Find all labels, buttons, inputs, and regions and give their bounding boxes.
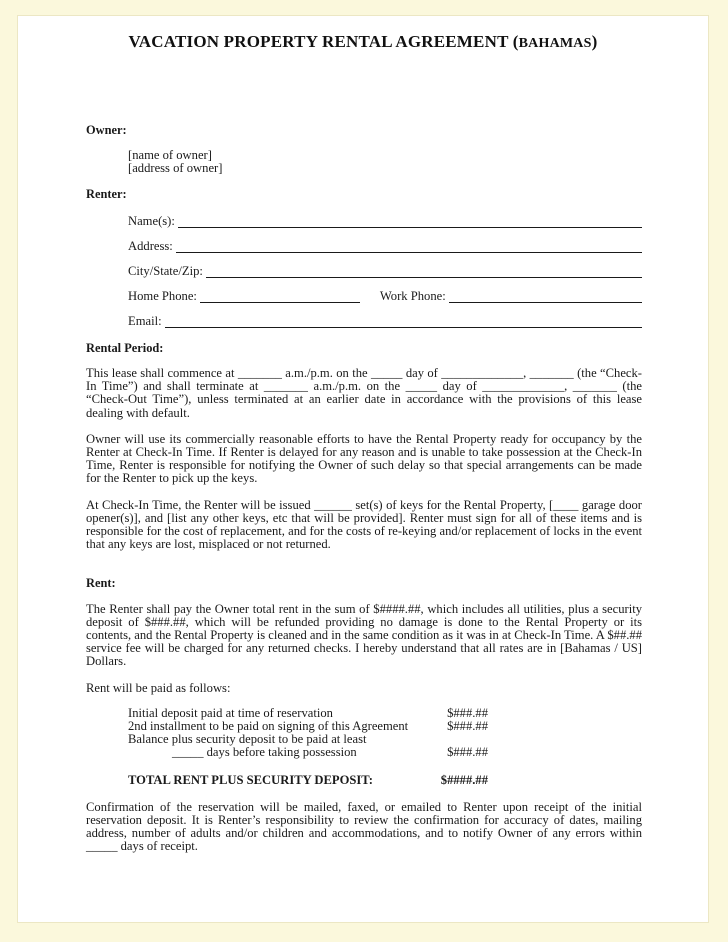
renter-names-line[interactable] [178,215,642,228]
renter-city-line[interactable] [206,265,642,278]
owner-name: [name of owner] [128,148,212,163]
rent-heading: Rent: [86,576,116,591]
renter-heading: Renter: [86,186,127,201]
renter-phone-row [128,278,642,303]
total-rent-amount: $####.## [440,772,488,787]
payment-row-label: 2nd installment to be paid on signing of this Agreement [128,719,409,734]
rental-period-paragraph-2: Owner will use its commercially reasonable efforts to have the Rental Property ready for occupancy by the Renter at Check-In Time. If Renter is delayed for any reason and is unable to take possession at the Check-In Time, Renter is responsible for notifying the Owner of such delay so that special arrangements can be made for the Renter to pick up the keys. [86,431,642,486]
owner-address: [address of owner] [128,161,223,176]
rent-paragraph-2: Confirmation of the reservation will be mailed, faxed, or emailed to Renter upon receipt of the initial reservation deposit. It is Renter’s responsibility to review the confirmation for accuracy of dates, mailing address, number of adults and/or children and accommodations, and to notify Owner of any errors within _____ days of receipt. [86,799,642,854]
rental-period-paragraph-3: At Check-In Time, the Renter will be issued ______ set(s) of keys for the Rental Property, [____ garage door opener(s)], and [list any other keys, etc that will be provided]. Renter must sign for all of these items and is responsible for the cost of replacement, and for the costs of re-keying and/or replacement of locks in the event that any keys are lost, misplaced or not returned. [86,497,642,552]
renter-email-label: Email: [128,313,162,328]
rent-payment-intro: Rent will be paid as follows: [86,680,231,695]
renter-email-line[interactable] [165,315,642,328]
payment-row-amount: $###.## [447,745,488,760]
title-end: ) [591,32,598,51]
renter-names-row [128,203,642,228]
renter-address-row [128,228,642,253]
owner-heading: Owner: [86,123,127,137]
rental-period-paragraph-1: This lease shall commence at _______ a.m./p.m. on the _____ day of _____________, _______ (the “Check-In Time”) and shall terminate at _______ a.m./p.m. on the _____ day of _____________, _______ (the “Check-Out Time”), unless terminated at an earlier date in accordance with the provisions of this lease dealing with default. [86,366,642,420]
payment-row-label: Balance plus security deposit to be paid at least [128,732,367,747]
payment-row-label: _____ days before taking possession [172,745,357,760]
rental-period-heading: Rental Period: [86,340,164,355]
renter-email-row [128,303,642,328]
renter-city-label: City/State/Zip: [128,263,203,278]
payment-row-amount: $###.## [447,705,488,720]
renter-city-row [128,253,642,278]
renter-home-phone-label: Home Phone: [128,288,197,303]
payment-row [128,746,488,759]
payment-row-amount: $###.## [447,719,488,734]
renter-work-phone-label: Work Phone: [379,288,446,303]
document-title [18,32,708,52]
title-jurisdiction: BAHAMAS [518,36,592,51]
total-rent-row [128,774,488,787]
renter-work-phone-line[interactable] [449,290,642,303]
document-body [86,124,642,854]
renter-names-label: Name(s): [128,213,175,228]
renter-address-line[interactable] [176,240,642,253]
title-main: VACATION PROPERTY RENTAL AGREEMENT ( [128,32,519,51]
rent-paragraph-1: The Renter shall pay the Owner total rent in the sum of $####.##, which includes all utilities, plus a security deposit of $###.##, which will be refunded providing no damage is done to the Rental Property or its contents, and the Rental Property is cleaned and in the same condition as it was in at Check-In Time. A $##.## service fee will be charged for any returned checks. I hereby understand that all rates are in [Bahamas / US] Dollars. [86,601,642,669]
document-page [18,16,708,922]
payment-schedule [128,707,488,760]
payment-row-label: Initial deposit paid at time of reservation [128,705,333,720]
total-rent-label: TOTAL RENT PLUS SECURITY DEPOSIT: [128,772,373,787]
renter-address-label: Address: [128,238,173,253]
renter-home-phone-line[interactable] [200,290,360,303]
